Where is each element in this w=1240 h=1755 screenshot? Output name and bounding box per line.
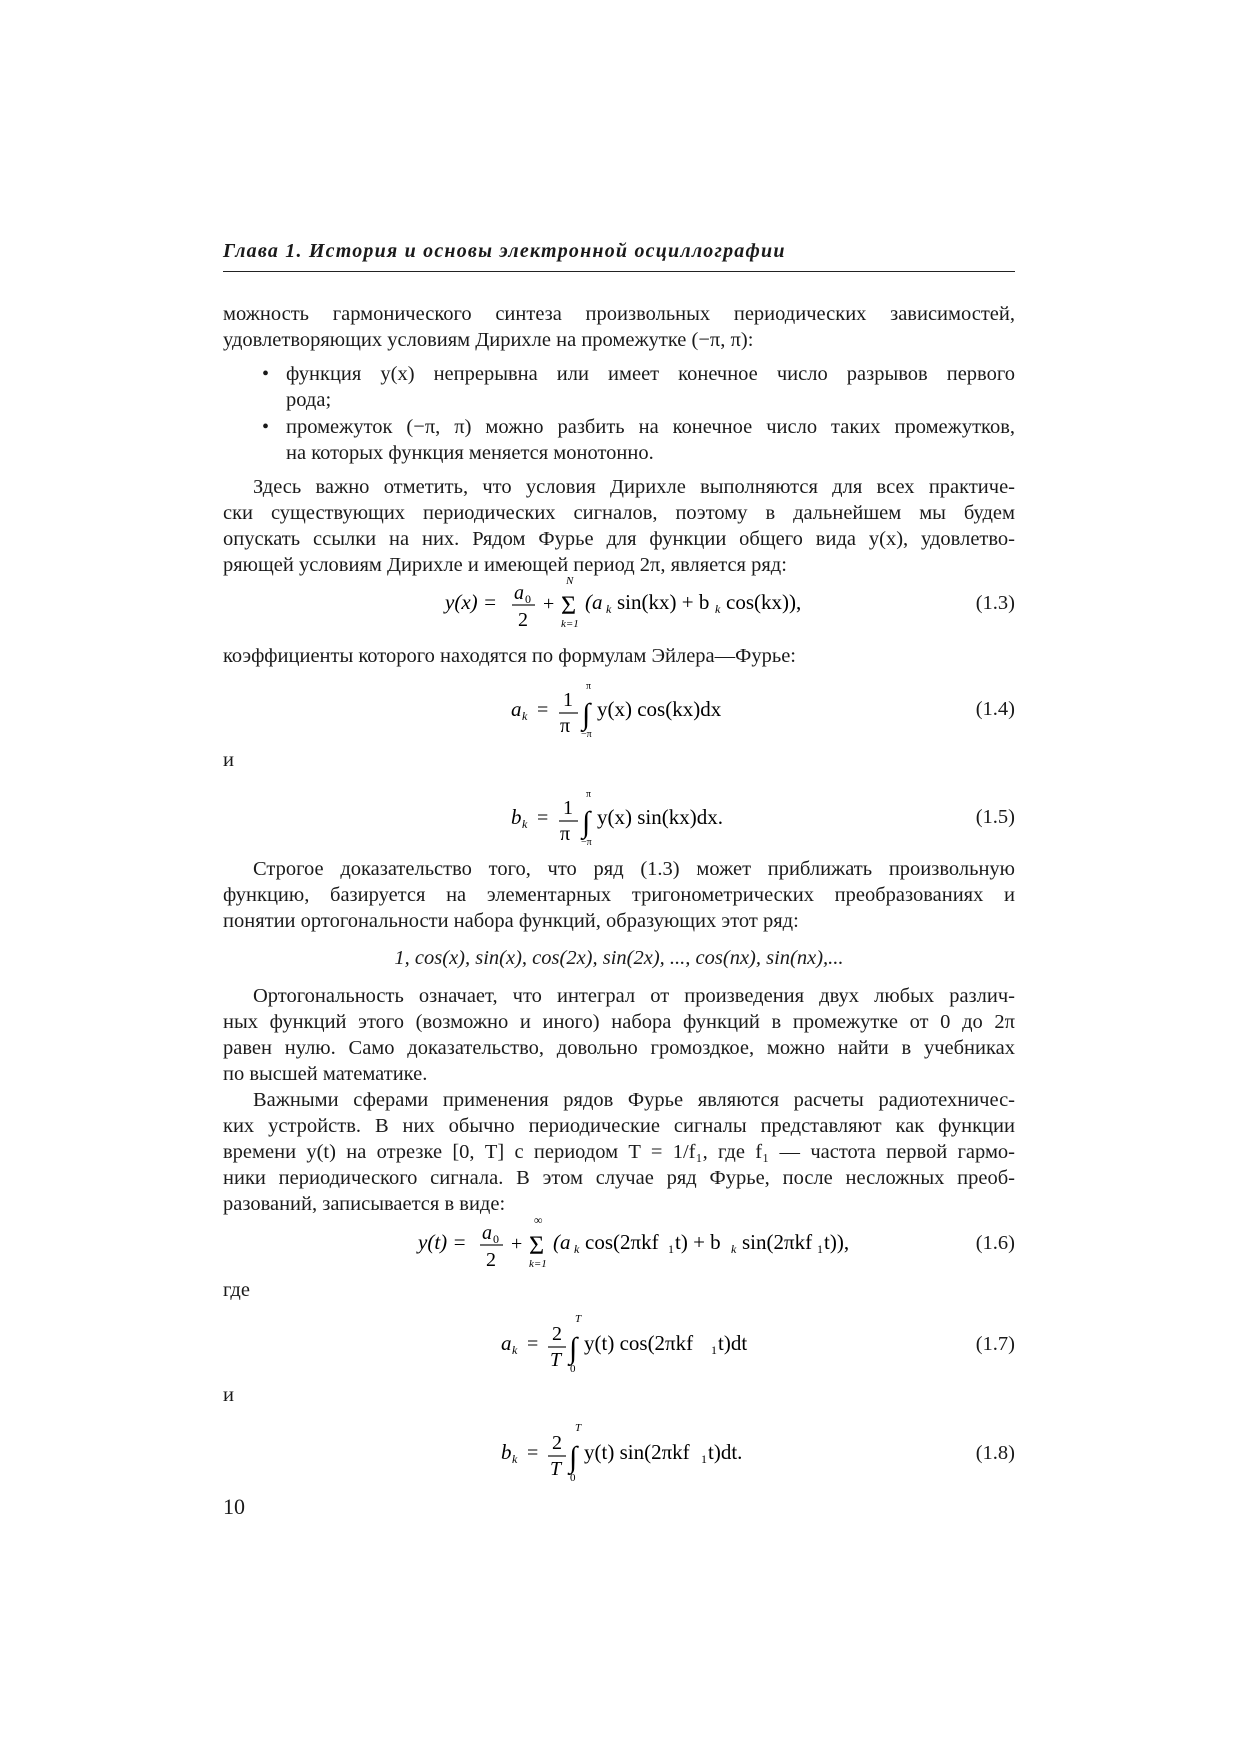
subscript: 0 [525,592,531,606]
bullet-line: рода; [286,389,332,411]
eq-part: cos(kx)), [726,590,802,614]
text-line: равен нулю. Само доказательство, довольно громоздкое, можно найти в учебниках [223,1037,1015,1059]
text-line: Важными сферами применения рядов Фурье являются расчеты радиотехничес- [253,1089,1015,1111]
sum-lower: k=1 [561,618,579,630]
integrand: y(t) cos(2πkf [584,1331,694,1355]
integral-sign: ∫ [569,1332,578,1365]
text-line: и [223,749,234,771]
lhs: b [501,1440,512,1464]
equals-sign: = [527,1333,539,1355]
equation-number: (1.5) [975,806,1015,828]
sum-upper: N [566,575,574,587]
frac-den: T [550,1349,562,1371]
text-line: опускать ссылки на них. Рядом Фурье для функции общего вида y(x), удовлетво- [223,528,1015,550]
subscript: k [715,602,721,616]
subscript: k [522,709,528,723]
frac-num: 2 [552,1432,562,1454]
text-line: ряющей условиям Дирихле и имеющей период 2π, является ряд: [223,554,787,576]
subscript: k [522,817,528,831]
subscript: 1 [701,1452,707,1466]
subscript: 0 [493,1232,499,1246]
eq-part: (a [585,590,603,614]
equation-1-8 [223,1421,1015,1484]
int-upper: π [586,681,592,692]
text-line: Здесь важно отметить, что условия Дирихле выполняются для всех практиче- [253,476,1015,498]
function-series: 1, cos(x), sin(x), cos(2x), sin(2x), ..., cos(nx), sin(nx),... [394,947,844,969]
frac-num: 1 [563,797,573,819]
equation-1-7-formula [223,1312,1015,1382]
subscript: k [512,1452,518,1466]
text-line: ных функций этого (возможно и иного) набора функций в промежутке от 0 до 2π [223,1011,1015,1033]
subscript: k [731,1242,737,1256]
eq-part: y(x) = [445,590,498,614]
eq-part: cos(2πkf [585,1230,659,1254]
plus-sign: + [543,593,555,615]
integrand: t)dt. [708,1440,743,1464]
integral-sign: ∫ [582,806,591,839]
eq-part: y(t) = [418,1230,467,1254]
sum-sign: Σ [561,591,577,620]
eq-part: sin(kx) + b [617,590,710,614]
bullet-marker: • [262,416,270,438]
int-lower: −π [581,729,592,740]
eq-part: t)), [824,1230,850,1254]
bullet-line: на которых функция меняется монотонно. [286,442,654,464]
int-upper: T [575,1313,582,1325]
int-upper: T [575,1422,582,1434]
subscript: k [512,1343,518,1357]
frac-num: 2 [552,1323,562,1345]
subscript: 1 [817,1242,823,1256]
equation-number: (1.3) [975,592,1015,614]
running-header: Глава 1. История и основы электронной осциллографии [223,240,1015,272]
frac-num: 1 [563,689,573,711]
equation-1-5 [223,788,1015,848]
text-line: функцию, базируется на элементарных тригонометрических преобразованиях и [223,884,1015,906]
equation-1-7 [223,1312,1015,1375]
eq-part: sin(2πkf [742,1230,813,1254]
equals-sign: = [537,699,549,721]
int-upper: π [586,789,592,800]
sum-upper: ∞ [534,1213,543,1227]
equation-1-4 [223,680,1015,740]
frac-den: 2 [486,1249,496,1271]
equation-1-6-formula [223,1208,1015,1278]
lhs: a [501,1331,512,1355]
frac-num: a [514,582,524,604]
text-line: и [223,1384,234,1406]
text-line: коэффициенты которого находятся по формулам Эйлера—Фурье: [223,645,796,667]
int-lower: 0 [570,1472,576,1484]
integral-sign: ∫ [569,1441,578,1474]
text-line: ники периодического сигнала. В этом случае ряд Фурье, после несложных преоб- [223,1167,1015,1189]
text-line: можность гармонического синтеза произвольных периодических зависимостей, [223,303,1015,325]
frac-den: π [560,715,571,737]
integrand: t)dt [718,1331,748,1355]
equation-1-5-formula [223,788,1015,858]
text-line: Ортогональность означает, что интеграл от произведения двух любых различ- [253,985,1015,1007]
equation-1-3-formula [223,568,1015,638]
text-line: где [223,1279,250,1301]
text-line: Строгое доказательство того, что ряд (1.3) может приближать произвольную [253,858,1015,880]
int-lower: −π [581,837,592,848]
text-line: понятии ортогональности набора функций, образующих этот ряд: [223,910,799,932]
integrand: y(x) sin(kx)dx. [597,805,723,829]
equation-number: (1.4) [975,698,1015,720]
text-line: по высшей математике. [223,1063,428,1085]
equals-sign: = [527,1442,539,1464]
subscript: k [574,1242,580,1256]
text-line: удовлетворяющих условиям Дирихле на промежутке (−π, π): [223,329,754,351]
text-line: ких устройств. В них обычно периодические сигналы представляют как функции [223,1115,1015,1137]
sum-sign: Σ [529,1231,545,1260]
text-line: времени y(t) на отрезке [0, T] с периодом T = 1/f₁, где f₁ — частота первой гармо- [223,1141,1015,1163]
eq-part: (a [553,1230,571,1254]
frac-den: T [550,1458,562,1480]
frac-num: a [482,1222,492,1244]
equation-1-8-formula [223,1421,1015,1491]
frac-den: π [560,823,571,845]
text-line: ски существующих периодических сигналов, поэтому в дальнейшем мы будем [223,502,1015,524]
bullet-line: функция y(x) непрерывна или имеет конечное число разрывов первого [286,363,1015,385]
subscript: 1 [668,1242,674,1256]
sum-lower: k=1 [529,1258,547,1270]
lhs: b [511,805,522,829]
equation-1-3 [223,568,1015,631]
eq-part: t) + b [675,1230,721,1254]
frac-den: 2 [518,609,528,631]
equation-1-6 [223,1208,1015,1271]
equation-1-4-formula [223,680,1015,750]
int-lower: 0 [570,1363,576,1375]
lhs: a [511,697,522,721]
equation-number: (1.7) [975,1333,1015,1355]
bullet-line: промежуток (−π, π) можно разбить на конечное число таких промежутков, [286,416,1015,438]
bullet-marker: • [262,363,270,385]
subscript: k [606,602,612,616]
subscript: 1 [711,1343,717,1357]
equals-sign: = [537,807,549,829]
text-line: разований, записывается в виде: [223,1193,506,1215]
page-number: 10 [223,1494,245,1519]
plus-sign: + [511,1233,523,1255]
equation-number: (1.6) [975,1232,1015,1254]
integrand: y(t) sin(2πkf [584,1440,690,1464]
integrand: y(x) cos(kx)dx [597,697,722,721]
equation-number: (1.8) [975,1442,1015,1464]
integral-sign: ∫ [582,698,591,731]
